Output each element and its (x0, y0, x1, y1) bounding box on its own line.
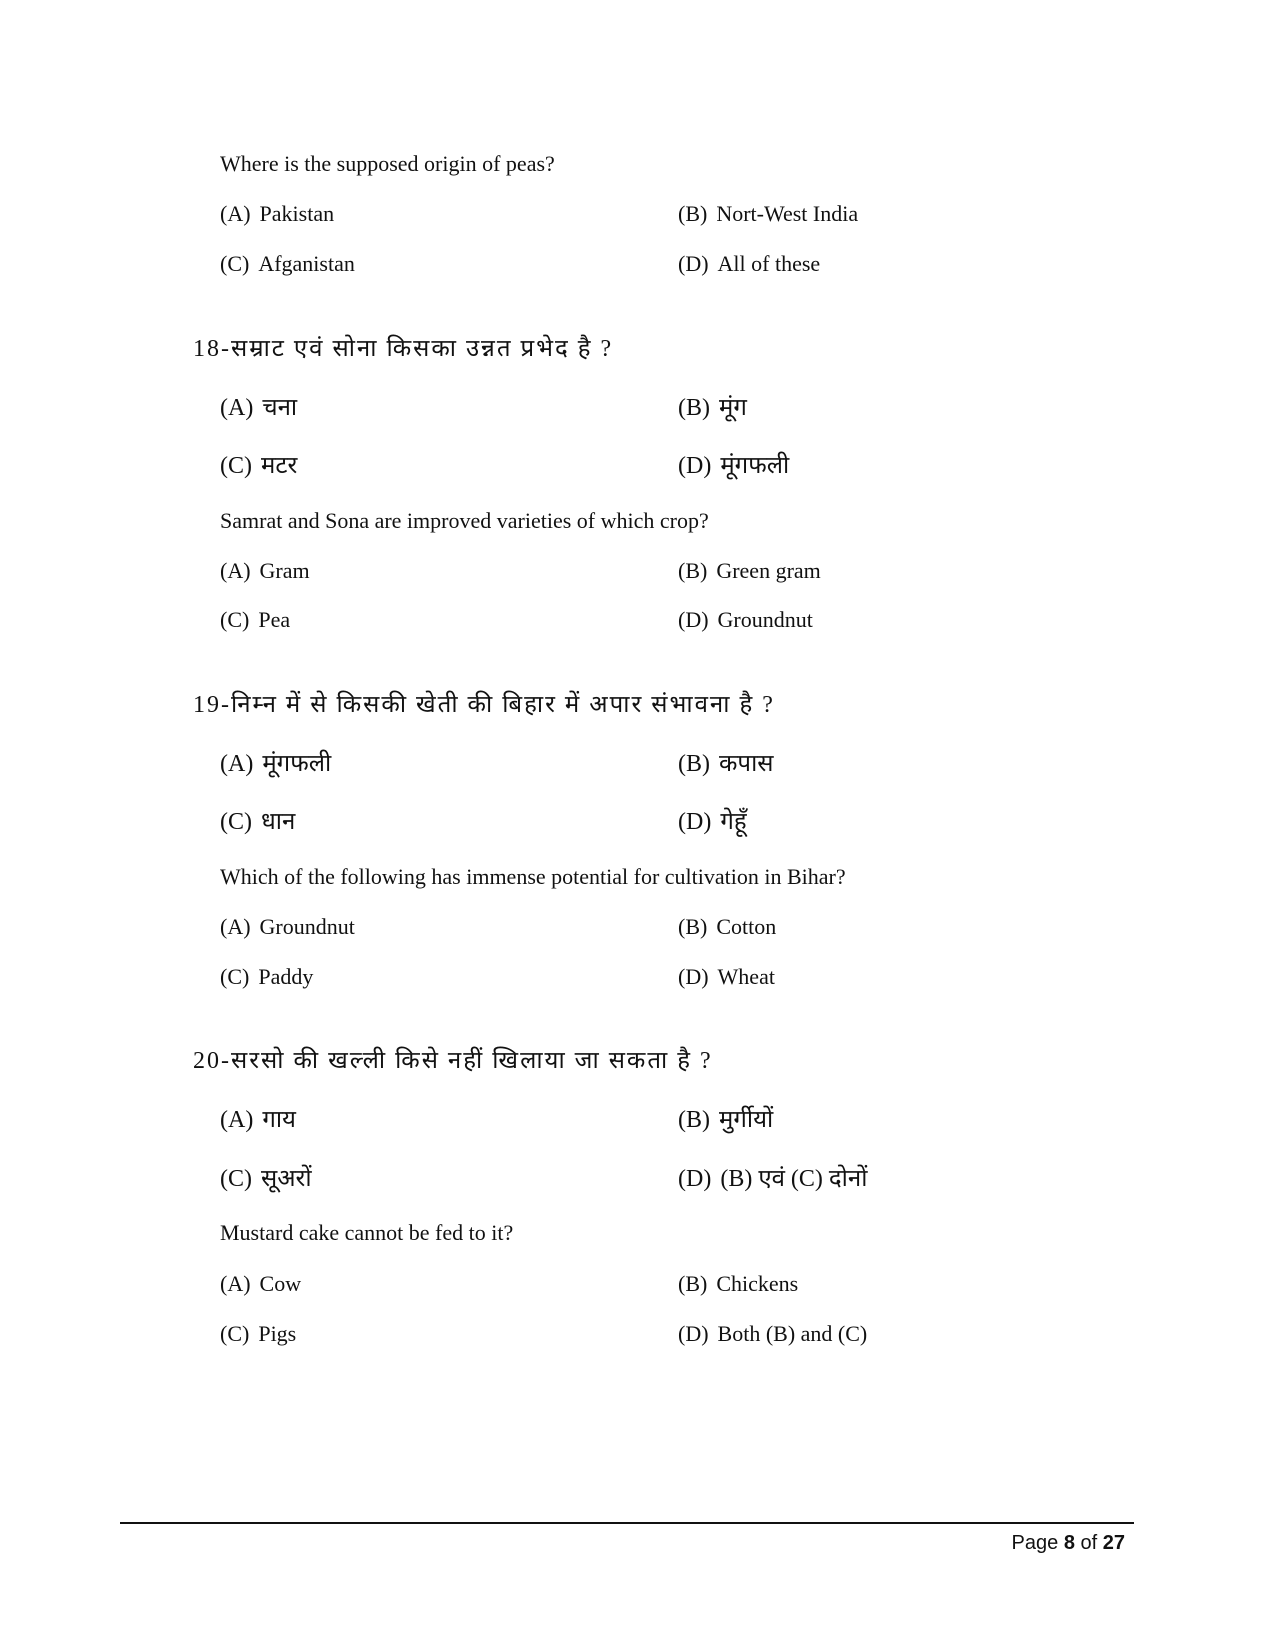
q18-hi-option-c: (C) मटर (220, 453, 298, 479)
q18-option-a: (A) Gram (220, 558, 310, 583)
q20-hi-option-a: (A) गाय (220, 1107, 296, 1133)
of-word: of (1080, 1532, 1098, 1554)
page-total: 27 (1102, 1532, 1125, 1554)
q20-option-a: (A) Cow (220, 1271, 302, 1296)
q18-option-c: (C) Pea (220, 607, 291, 632)
q20-option-d: (D) Both (B) and (C) (678, 1321, 868, 1346)
q18-option-d: (D) Groundnut (678, 607, 813, 632)
q20-option-b: (B) Chickens (678, 1271, 799, 1296)
q19-hi-option-d: (D) गेहूँ (678, 809, 747, 835)
page-current: 8 (1063, 1532, 1075, 1554)
question-17-english: Where is the supposed origin of peas? (220, 151, 555, 176)
q19-option-c: (C) Paddy (220, 964, 314, 989)
q17-option-a: (A) Pakistan (220, 201, 335, 226)
page-number (1012, 1529, 1125, 1557)
q20-hi-option-c: (C) सूअरों (220, 1166, 312, 1192)
q17-option-b: (B) Nort-West India (678, 201, 859, 226)
question-19-english: Which of the following has immense potential for cultivation in Bihar? (220, 864, 846, 889)
question-19-hindi: 19-निम्न में से किसकी खेती की बिहार में अपार संभावना है ? (193, 692, 775, 718)
q20-option-c: (C) Pigs (220, 1321, 297, 1346)
q20-hi-option-d: (D) (B) एवं (C) दोनों (678, 1166, 868, 1192)
q18-option-b: (B) Green gram (678, 558, 821, 583)
page-word: Page (1011, 1532, 1059, 1554)
q19-option-d: (D) Wheat (678, 964, 775, 989)
q19-option-b: (B) Cotton (678, 914, 777, 939)
question-18-english: Samrat and Sona are improved varieties of which crop? (220, 508, 709, 533)
q19-hi-option-c: (C) धान (220, 809, 296, 835)
q18-hi-option-b: (B) मूंग (678, 395, 747, 421)
question-20-hindi: 20-सरसो की खल्ली किसे नहीं खिलाया जा सकता है ? (193, 1048, 713, 1074)
q18-hi-option-a: (A) चना (220, 395, 298, 421)
question-20-english: Mustard cake cannot be fed to it? (220, 1220, 514, 1245)
q19-hi-option-a: (A) मूंगफली (220, 751, 332, 777)
q19-hi-option-b: (B) कपास (678, 751, 774, 777)
q17-option-d: (D) All of these (678, 251, 821, 276)
q20-hi-option-b: (B) मुर्गीयों (678, 1107, 774, 1133)
footer-divider (120, 1522, 1134, 1524)
q19-option-a: (A) Groundnut (220, 914, 355, 939)
question-18-hindi: 18-सम्राट एवं सोना किसका उन्नत प्रभेद है ? (193, 336, 614, 362)
q18-hi-option-d: (D) मूंगफली (678, 453, 790, 479)
q17-option-c: (C) Afganistan (220, 251, 355, 276)
